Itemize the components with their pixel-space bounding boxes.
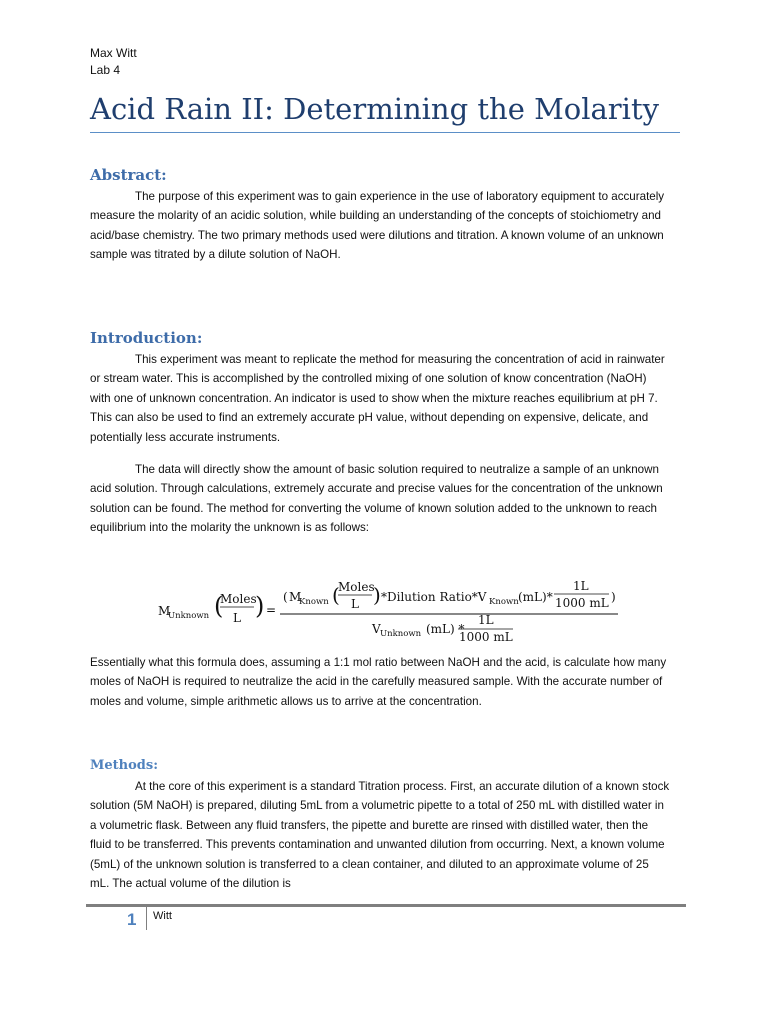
svg-text:): )	[611, 590, 616, 604]
eq-1l-label: 1L	[573, 579, 589, 593]
document-title: Acid Rain II: Determining the Molarity	[90, 92, 659, 126]
eq-ml-term: (mL)*	[518, 590, 553, 604]
eq-l-label: L	[233, 611, 241, 625]
methods-paragraph: At the core of this experiment is a standard Titration process. First, an accurate dilution of a known stock solution (5M NaOH) is prepared, diluting 5mL from a volumetric pipette to a total of 250 mL with distilled water in a volumetric flask. Between any fluid transfers, the pipette and burette are rinsed with distilled water, then the fluid to be transferred. This prevents contamination and unwanted dilution from occurring. Next, a known volume (5mL) of the unknown solution is transferred to a clean container, and diluted to an approximate volume of 25 mL. The actual volume of the dilution is	[90, 780, 670, 891]
page-number: 1	[127, 910, 137, 929]
abstract-paragraph: The purpose of this experiment was to gain experience in the use of laboratory equipment to accurately measure the molarity of an acidic solution, while building an understanding of the concepts of stoichiometry and acid/base chemistry. The two primary methods used were dilutions and titration. A known volume of an unknown sample was titrated by a dilute solution of NaOH.	[90, 190, 665, 262]
eq-1000ml-label: 1000 mL	[555, 596, 609, 610]
author-name: Max Witt	[90, 46, 137, 60]
eq-unknown-subscript-2: Unknown	[380, 629, 422, 639]
svg-text:): )	[255, 592, 265, 620]
eq-moles-label-2: Moles	[338, 580, 375, 594]
eq-1l-label-2: 1L	[478, 613, 494, 627]
eq-unknown-subscript: Unknown	[168, 611, 210, 621]
eq-known-subscript-2: Known	[489, 597, 519, 607]
molarity-equation	[158, 574, 628, 646]
svg-text:(: (	[332, 583, 340, 607]
introduction-paragraph-2: The data will directly show the amount of basic solution required to neutralize a sample of an unknown acid solution. Through calculations, extremely accurate and precise values for the concentration of the unknown solution can be found. The method for converting the volume of known solution added to the unknown to reach equilibrium into the molarity the unknown is as follows:	[90, 463, 663, 535]
footer-author: Witt	[153, 910, 172, 922]
svg-text:): )	[373, 583, 381, 607]
eq-ml-denominator: (mL) *	[426, 622, 465, 636]
eq-moles-label: Moles	[220, 592, 257, 606]
introduction-paragraph-3: Essentially what this formula does, assuming a 1:1 mol ratio between NaOH and the acid, is calculate how many moles of NaOH is required to neutralize the acid in the carefully measured sample. With the accurate number of moles and volume, simple arithmetic allows us to arrive at the concentration.	[90, 656, 667, 708]
abstract-heading: Abstract:	[90, 166, 167, 184]
title-underline	[90, 132, 680, 133]
eq-1000ml-label-2: 1000 mL	[459, 630, 513, 644]
introduction-heading: Introduction:	[90, 329, 203, 347]
introduction-paragraph-1: This experiment was meant to replicate the method for measuring the concentration of acid in rainwater or stream water. This is accomplished by the controlled mixing of one solution of know concentration (NaOH) with one of unknown concentration. An indicator is used to show when the mixture reaches equilibrium at pH 7. This can also be used to find an extremely accurate pH value, without depending on expensive, delicate, and potentially less accurate instruments.	[90, 353, 665, 444]
eq-l-label-2: L	[351, 597, 359, 611]
eq-equals: =	[266, 603, 277, 617]
eq-m-unknown: M	[158, 604, 171, 618]
lab-number: Lab 4	[90, 63, 121, 77]
eq-v-unknown: V	[372, 622, 381, 636]
methods-heading: Methods:	[90, 758, 158, 773]
eq-dilution-term: *Dilution Ratio*V	[381, 590, 487, 604]
footer-divider	[146, 906, 147, 930]
eq-m-known: M	[289, 590, 302, 604]
svg-text:(: (	[283, 590, 288, 604]
eq-known-subscript: Known	[299, 597, 329, 607]
footer-rule	[86, 904, 686, 907]
svg-text:(: (	[214, 592, 224, 620]
